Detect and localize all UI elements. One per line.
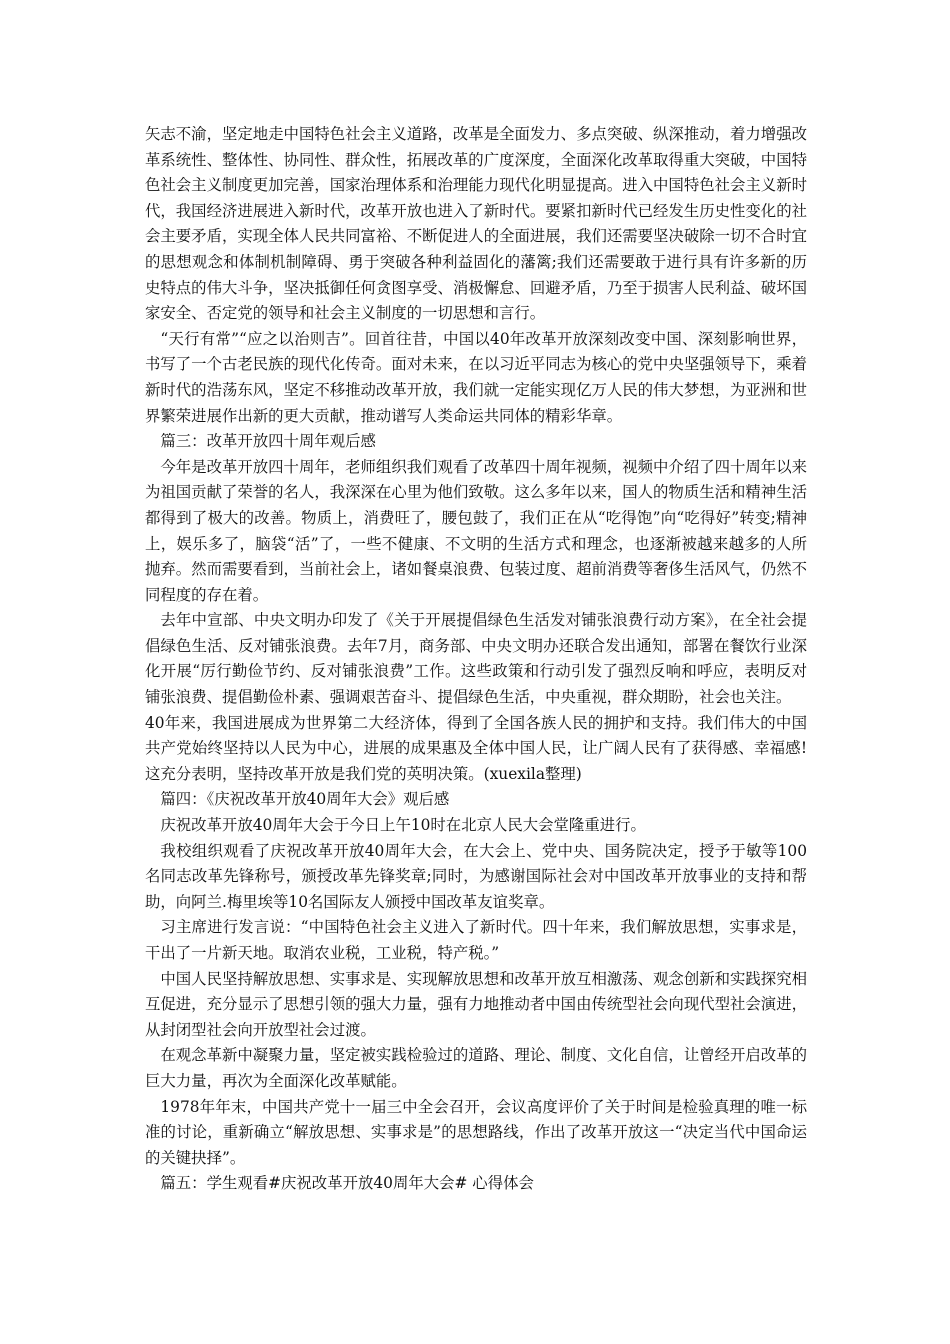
section-heading: 篇三：改革开放四十周年观后感 (160, 432, 376, 451)
document-page (145, 122, 807, 1197)
paragraph: 40年来，我国进展成为世界第二大经济体，得到了全国各族人民的拥护和支持。我们伟大的中国共产党始终坚持以人民为中心，进展的成果惠及全体中国人民，让广阔人民有了获得感、幸福感!这充分表明，坚持改革开放是我们党的英明决策。(xuexila整理) (145, 713, 807, 783)
paragraph: 我校组织观看了庆祝改革开放40周年大会，在大会上、党中央、国务院决定，授予于敏等100名同志改革先锋称号，颁授改革先锋奖章;同时，为感谢国际社会对中国改革开放事业的支持和帮助，向阿兰.梅里埃等10名国际友人颁授中国改革友谊奖章。 (145, 841, 807, 911)
paragraph: “天行有常”“应之以治则吉”。回首往昔，中国以40年改革开放深刻改变中国、深刻影响世界，书写了一个古老民族的现代化传奇。面对未来，在以习近平同志为核心的党中央坚强领导下，乘着新时代的浩荡东风，坚定不移推动改革开放，我们就一定能实现亿万人民的伟大梦想，为亚洲和世界繁荣进展作出新的更大贡献，推动谱写人类命运共同体的精彩华章。 (145, 329, 807, 425)
paragraph: 今年是改革开放四十周年，老师组织我们观看了改革四十周年视频，视频中介绍了四十周年以来为祖国贡献了荣誉的名人，我深深在心里为他们致敬。这么多年以来，国人的物质生活和精神生活都得到了极大的改善。物质上，消费旺了，腰包鼓了，我们正在从“吃得饱”向“吃得好”转变;精神上，娱乐多了，脑袋“活”了，一些不健康、不文明的生活方式和理念，也逐渐被越来越多的人所抛弃。然而需要看到，当前社会上，诸如餐桌浪费、包装过度、超前消费等奢侈生活风气，仍然不同程度的存在着。 (145, 457, 807, 604)
section-heading: 篇五：学生观看#庆祝改革开放40周年大会# 心得体会 (160, 1174, 534, 1193)
paragraph: 矢志不渝，坚定地走中国特色社会主义道路，改革是全面发力、多点突破、纵深推动，着力增强改革系统性、整体性、协同性、群众性，拓展改革的广度深度，全面深化改革取得重大突破，中国特色社会主义制度更加完善，国家治理体系和治理能力现代化明显提高。进入中国特色社会主义新时代，我国经济进展进入新时代，改革开放也进入了新时代。要紧扣新时代已经发生历史性变化的社会主要矛盾，实现全体人民共同富裕、不断促进人的全面进展，我们还需要坚决破除一切不合时宜的思想观念和体制机制障碍、勇于突破各种利益固化的藩篱;我们还需要敢于进行具有许多新的历史特点的伟大斗争，坚决抵御任何贪图享受、消极懈怠、回避矛盾，乃至于损害人民利益、破坏国家安全、否定党的领导和社会主义制度的一切思想和言行。 (145, 125, 807, 323)
paragraph: 庆祝改革开放40周年大会于今日上午10时在北京人民大会堂隆重进行。 (160, 816, 646, 835)
paragraph: 在观念革新中凝聚力量，坚定被实践检验过的道路、理论、制度、文化自信，让曾经开启改革的巨大力量，再次为全面深化改革赋能。 (145, 1046, 807, 1090)
paragraph: 1978年年末，中国共产党十一届三中全会召开，会议高度评价了关于时间是检验真理的唯一标准的讨论，重新确立“解放思想、实事求是”的思想路线，作出了改革开放这一“决定当代中国命运的关键抉择”。 (145, 1097, 807, 1167)
section-heading: 篇四：《庆祝改革开放40周年大会》观后感 (160, 790, 450, 809)
paragraph: 去年中宣部、中央文明办印发了《关于开展提倡绿色生活发对铺张浪费行动方案》，在全社会提倡绿色生活、反对铺张浪费。去年7月，商务部、中央文明办还联合发出通知，部署在餐饮行业深化开展“厉行勤俭节约、反对铺张浪费”工作。这些政策和行动引发了强烈反响和呼应，表明反对铺张浪费、提倡勤俭朴素、强调艰苦奋斗、提倡绿色生活，中央重视，群众期盼，社会也关注。 (145, 611, 807, 707)
paragraph: 习主席进行发言说：“中国特色社会主义进入了新时代。四十年来，我们解放思想，实事求是，干出了一片新天地。取消农业税，工业税，特产税。” (145, 918, 807, 962)
paragraph: 中国人民坚持解放思想、实事求是、实现解放思想和改革开放互相激荡、观念创新和实践探究相互促进，充分显示了思想引领的强大力量，强有力地推动者中国由传统型社会向现代型社会演进，从封闭型社会向开放型社会过渡。 (145, 969, 807, 1039)
